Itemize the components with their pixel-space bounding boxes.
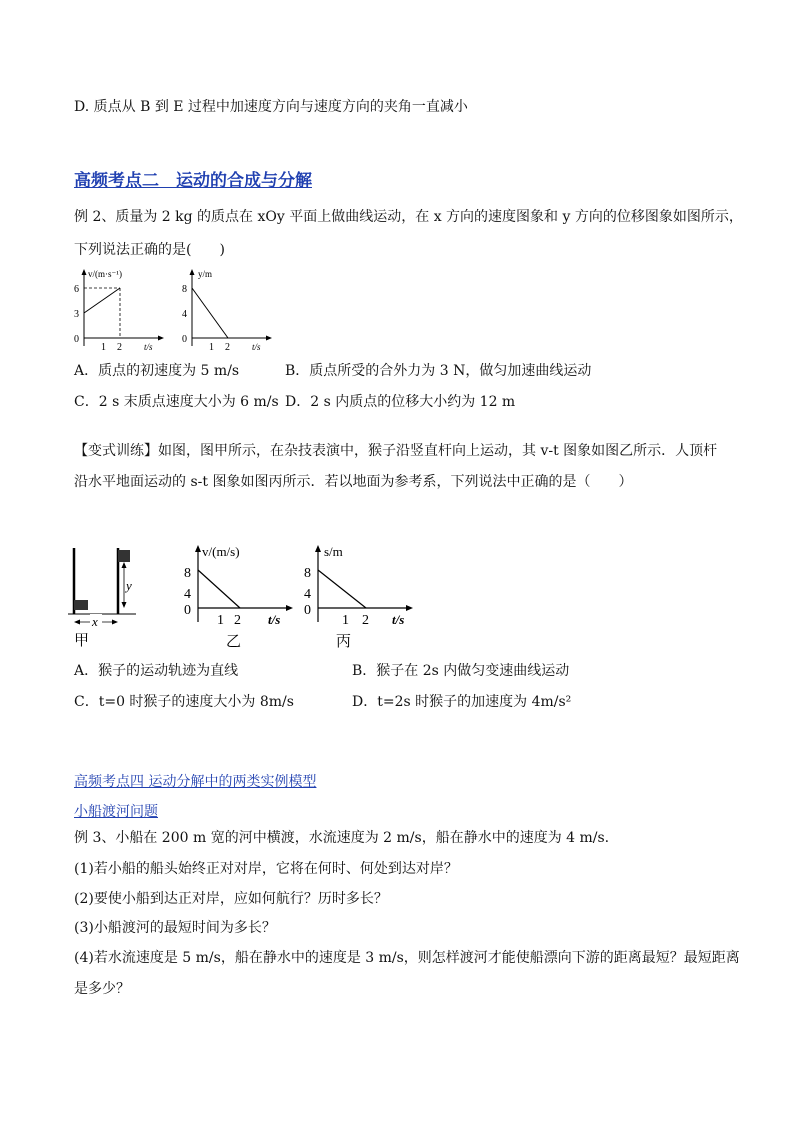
x-axis-label: t/s [392, 612, 405, 627]
y-line [192, 288, 228, 338]
x-arrow-right [112, 620, 118, 625]
y-tick-8: 8 [182, 284, 187, 295]
monkey-left-icon [74, 600, 88, 610]
y-tick-8: 8 [184, 566, 191, 581]
x-axis-label: t/s [144, 342, 153, 352]
variant-line-2: 沿水平地面运动的 s-t 图象如图丙所示．若以地面为参考系，下列说法中正确的是（ ） [74, 474, 633, 490]
example-3-q4-line-2: 是多少？ [74, 981, 130, 997]
x-tick-1: 1 [217, 613, 224, 628]
x-arrow-left [74, 620, 80, 625]
variant-option-d: D．t=2s 时猴子的加速度为 4m/s² [352, 694, 572, 710]
v-line [198, 570, 240, 608]
x-tick-2: 2 [117, 342, 122, 352]
y-axis-label: y/m [198, 269, 213, 279]
x-axis-label: t/s [252, 342, 261, 352]
ex2-option-d: D．2 s 内质点的位移大小约为 12 m [285, 394, 516, 410]
y-arrow-up [122, 562, 127, 568]
section-heading-4[interactable]: 高频考点四 运动分解中的两类实例模型 [74, 774, 317, 790]
y-tick-0: 0 [74, 334, 79, 345]
figure-jia-monkey-pole [66, 544, 146, 650]
y-axis-label: s/m [324, 544, 343, 559]
figure-label-jia: 甲 [74, 633, 90, 649]
figure-label-bing: 丙 [336, 634, 352, 650]
s-line [318, 570, 366, 608]
x-axis-arrow [158, 336, 164, 341]
example-3-q2: (2)要使小船到达正对岸，应如何航行？历时多长？ [74, 891, 388, 907]
y-axis-arrow [195, 545, 201, 552]
y-tick-0: 0 [304, 603, 311, 618]
section-heading-2[interactable]: 高频考点二 运动的合成与分解 [74, 171, 312, 191]
example-3-q4-line-1: (4)若水流速度是 5 m/s，船在静水中的速度是 3 m/s，则怎样渡河才能使船漂向下游的距离最短？最短距离 [74, 950, 740, 966]
x-tick-1: 1 [101, 342, 106, 352]
variant-option-b: B．猴子在 2s 内做匀变速曲线运动 [352, 663, 570, 679]
x-tick-1: 1 [342, 613, 349, 628]
monkey-right-icon [118, 550, 130, 562]
ex2-option-c: C．2 s 末质点速度大小为 6 m/s [74, 394, 279, 410]
figure-label-yi: 乙 [226, 634, 242, 650]
variant-line-1: 【变式训练】如图，图甲所示，在杂技表演中，猴子沿竖直杆向上运动，其 v-t 图象如图乙所示．人顶杆 [74, 443, 718, 459]
ex2-option-a: A．质点的初速度为 5 m/s [74, 363, 240, 379]
y-axis-arrow [190, 269, 195, 275]
y-tick-6: 6 [74, 284, 79, 295]
x-tick-2: 2 [225, 342, 230, 352]
y-tick-8: 8 [304, 566, 311, 581]
y-tick-0: 0 [182, 334, 187, 345]
x-axis-arrow [266, 336, 272, 341]
y-label: y [126, 578, 132, 593]
figure-bing-st-graph [300, 542, 420, 654]
graph-y-t [176, 266, 276, 352]
x-axis-arrow [286, 605, 293, 611]
example-3-q1: (1)若小船的船头始终正对对岸，它将在何时、何处到达对岸？ [74, 861, 458, 877]
variant-option-a: A．猴子的运动轨迹为直线 [74, 663, 239, 679]
y-tick-3: 3 [74, 309, 79, 320]
figure-yi-vt-graph [180, 542, 300, 654]
y-tick-4: 4 [182, 309, 187, 320]
x-tick-2: 2 [234, 613, 241, 628]
x-tick-2: 2 [362, 613, 369, 628]
y-axis-label: v/(m/s) [202, 544, 240, 559]
x-axis-label: t/s [268, 612, 281, 627]
x-label: x [92, 614, 98, 629]
variant-option-c: C．t=0 时猴子的速度大小为 8m/s [74, 694, 294, 710]
y-axis-label: v/(m·s⁻¹) [88, 269, 122, 279]
graph-vx-t [68, 266, 168, 352]
example-3-intro: 例 3、小船在 200 m 宽的河中横渡，水流速度为 2 m/s，船在静水中的速度为 4 m/s. [74, 830, 610, 846]
x-axis-arrow [406, 605, 413, 611]
y-arrow-down [122, 602, 127, 608]
example-3-q3: (3)小船渡河的最短时间为多长？ [74, 920, 276, 936]
y-axis-arrow [82, 269, 87, 275]
option-d-previous: D. 质点从 B 到 E 过程中加速度方向与速度方向的夹角一直减小 [74, 99, 468, 115]
y-tick-0: 0 [184, 603, 191, 618]
y-tick-4: 4 [184, 587, 191, 602]
subheading-boat-crossing[interactable]: 小船渡河问题 [74, 804, 158, 820]
y-axis-arrow [315, 545, 321, 552]
ex2-option-b: B．质点所受的合外力为 3 N，做匀加速曲线运动 [285, 363, 592, 379]
vx-line [84, 288, 120, 313]
y-tick-4: 4 [304, 587, 311, 602]
example-2-line-1: 例 2、质量为 2 kg 的质点在 xOy 平面上做曲线运动，在 x 方向的速度图象和 y 方向的位移图象如图所示， [74, 209, 743, 225]
example-2-line-2: 下列说法正确的是( ) [74, 242, 225, 258]
x-tick-1: 1 [209, 342, 214, 352]
